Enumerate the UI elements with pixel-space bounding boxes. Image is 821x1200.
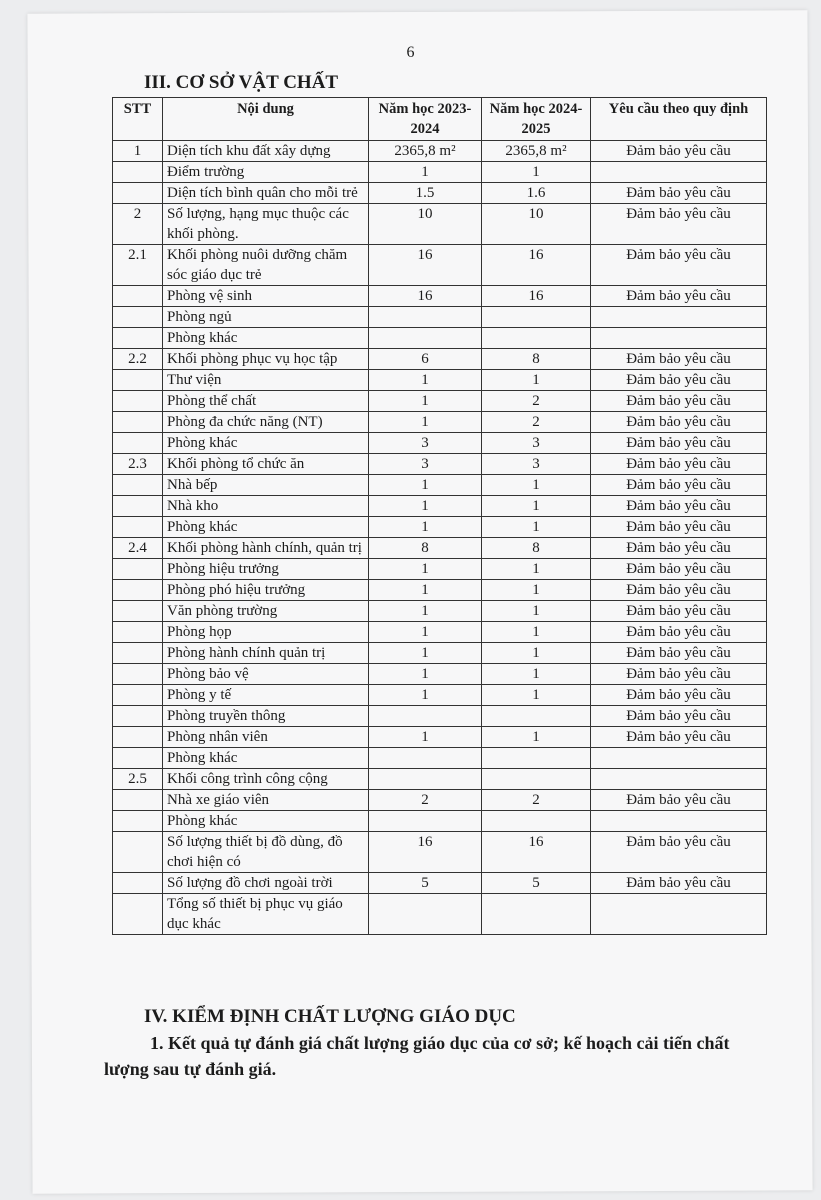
table-row [113, 204, 767, 245]
cell-year-2024-2025: 3 [482, 433, 591, 454]
cell-year-2023-2024 [369, 769, 482, 790]
cell-year-2024-2025: 1 [482, 517, 591, 538]
cell-stt [113, 601, 163, 622]
cell-requirement: Đảm bảo yêu cầu [591, 391, 767, 412]
cell-content: Phòng họp [163, 622, 369, 643]
table-row [113, 873, 767, 894]
table-row [113, 183, 767, 204]
cell-requirement: Đảm bảo yêu cầu [591, 286, 767, 307]
cell-content: Phòng truyền thông [163, 706, 369, 727]
table-row [113, 580, 767, 601]
cell-year-2023-2024: 1 [369, 580, 482, 601]
cell-content: Diện tích khu đất xây dựng [163, 141, 369, 162]
cell-stt [113, 643, 163, 664]
cell-stt [113, 475, 163, 496]
cell-content: Số lượng đồ chơi ngoài trời [163, 873, 369, 894]
cell-content: Phòng y tế [163, 685, 369, 706]
cell-requirement: Đảm bảo yêu cầu [591, 873, 767, 894]
header-content: Nội dung [163, 98, 369, 141]
cell-stt: 2.3 [113, 454, 163, 475]
cell-content: Khối phòng nuôi dưỡng chăm sóc giáo dục trẻ [163, 245, 369, 286]
cell-content: Phòng phó hiệu trưởng [163, 580, 369, 601]
cell-content: Phòng khác [163, 433, 369, 454]
cell-content: Phòng hiệu trưởng [163, 559, 369, 580]
cell-stt [113, 162, 163, 183]
table-row [113, 328, 767, 349]
cell-year-2023-2024: 1 [369, 601, 482, 622]
cell-requirement [591, 811, 767, 832]
cell-year-2023-2024: 1 [369, 496, 482, 517]
cell-requirement: Đảm bảo yêu cầu [591, 790, 767, 811]
cell-year-2024-2025: 1 [482, 643, 591, 664]
cell-year-2024-2025: 1 [482, 601, 591, 622]
cell-year-2023-2024: 1 [369, 643, 482, 664]
cell-year-2024-2025: 1 [482, 685, 591, 706]
cell-requirement [591, 328, 767, 349]
cell-stt [113, 307, 163, 328]
cell-year-2023-2024: 1 [369, 559, 482, 580]
cell-content: Phòng khác [163, 517, 369, 538]
cell-requirement: Đảm bảo yêu cầu [591, 245, 767, 286]
cell-content: Phòng đa chức năng (NT) [163, 412, 369, 433]
cell-year-2024-2025: 1 [482, 664, 591, 685]
cell-content: Tổng số thiết bị phục vụ giáo dục khác [163, 894, 369, 935]
cell-requirement: Đảm bảo yêu cầu [591, 538, 767, 559]
cell-content: Phòng bảo vệ [163, 664, 369, 685]
cell-requirement: Đảm bảo yêu cầu [591, 685, 767, 706]
table-row [113, 894, 767, 935]
table-row [113, 286, 767, 307]
cell-content: Số lượng thiết bị đồ dùng, đồ chơi hiện có [163, 832, 369, 873]
cell-year-2023-2024: 1 [369, 391, 482, 412]
cell-year-2023-2024: 1 [369, 370, 482, 391]
cell-year-2023-2024 [369, 811, 482, 832]
table-row [113, 475, 767, 496]
table-row [113, 454, 767, 475]
table-row [113, 706, 767, 727]
cell-year-2024-2025: 2 [482, 412, 591, 433]
cell-year-2023-2024 [369, 307, 482, 328]
cell-requirement: Đảm bảo yêu cầu [591, 454, 767, 475]
cell-year-2024-2025: 1 [482, 727, 591, 748]
cell-year-2024-2025 [482, 706, 591, 727]
cell-year-2024-2025: 2 [482, 790, 591, 811]
cell-requirement: Đảm bảo yêu cầu [591, 141, 767, 162]
cell-stt: 2.2 [113, 349, 163, 370]
cell-year-2023-2024: 1 [369, 475, 482, 496]
cell-requirement: Đảm bảo yêu cầu [591, 664, 767, 685]
cell-stt [113, 580, 163, 601]
cell-stt [113, 559, 163, 580]
cell-content: Khối công trình công cộng [163, 769, 369, 790]
cell-requirement: Đảm bảo yêu cầu [591, 475, 767, 496]
cell-year-2023-2024: 2365,8 m² [369, 141, 482, 162]
cell-year-2023-2024: 1 [369, 727, 482, 748]
cell-stt [113, 811, 163, 832]
cell-content: Phòng hành chính quản trị [163, 643, 369, 664]
cell-year-2023-2024: 1 [369, 622, 482, 643]
cell-content: Phòng vệ sinh [163, 286, 369, 307]
table-row [113, 685, 767, 706]
cell-year-2023-2024: 16 [369, 832, 482, 873]
cell-stt [113, 790, 163, 811]
cell-requirement: Đảm bảo yêu cầu [591, 349, 767, 370]
cell-year-2024-2025 [482, 748, 591, 769]
cell-stt: 2.1 [113, 245, 163, 286]
cell-year-2023-2024: 1 [369, 685, 482, 706]
header-requirement: Yêu cầu theo quy định [591, 98, 767, 141]
cell-requirement: Đảm bảo yêu cầu [591, 183, 767, 204]
cell-year-2023-2024: 6 [369, 349, 482, 370]
cell-requirement: Đảm bảo yêu cầu [591, 832, 767, 873]
cell-year-2024-2025: 1 [482, 496, 591, 517]
cell-content: Phòng nhân viên [163, 727, 369, 748]
cell-requirement [591, 307, 767, 328]
cell-year-2024-2025: 8 [482, 349, 591, 370]
cell-year-2023-2024: 5 [369, 873, 482, 894]
cell-content: Phòng ngủ [163, 307, 369, 328]
cell-requirement: Đảm bảo yêu cầu [591, 370, 767, 391]
cell-year-2024-2025: 1 [482, 622, 591, 643]
table-row [113, 412, 767, 433]
table-row [113, 141, 767, 162]
cell-year-2023-2024: 10 [369, 204, 482, 245]
cell-content: Điểm trường [163, 162, 369, 183]
section-title: III. CƠ SỞ VẬT CHẤT [144, 72, 339, 93]
cell-year-2024-2025: 1 [482, 370, 591, 391]
cell-requirement: Đảm bảo yêu cầu [591, 706, 767, 727]
table-row [113, 664, 767, 685]
cell-requirement: Đảm bảo yêu cầu [591, 433, 767, 454]
cell-year-2024-2025: 2 [482, 391, 591, 412]
cell-year-2024-2025: 16 [482, 832, 591, 873]
cell-stt [113, 664, 163, 685]
cell-content: Văn phòng trường [163, 601, 369, 622]
cell-stt [113, 496, 163, 517]
table-row [113, 391, 767, 412]
cell-year-2024-2025: 1 [482, 162, 591, 183]
table-row [113, 162, 767, 183]
table-row [113, 643, 767, 664]
table-row [113, 245, 767, 286]
cell-stt [113, 370, 163, 391]
cell-stt [113, 517, 163, 538]
table-row [113, 622, 767, 643]
cell-stt [113, 727, 163, 748]
cell-requirement [591, 894, 767, 935]
table-row [113, 307, 767, 328]
cell-year-2024-2025: 5 [482, 873, 591, 894]
cell-content: Số lượng, hạng mục thuộc các khối phòng. [163, 204, 369, 245]
cell-requirement: Đảm bảo yêu cầu [591, 643, 767, 664]
cell-stt [113, 873, 163, 894]
cell-year-2024-2025: 10 [482, 204, 591, 245]
cell-requirement: Đảm bảo yêu cầu [591, 580, 767, 601]
table-row [113, 370, 767, 391]
table-row [113, 517, 767, 538]
cell-content: Khối phòng tổ chức ăn [163, 454, 369, 475]
cell-content: Phòng khác [163, 328, 369, 349]
cell-requirement: Đảm bảo yêu cầu [591, 204, 767, 245]
cell-year-2024-2025 [482, 894, 591, 935]
cell-year-2023-2024 [369, 328, 482, 349]
table-body [113, 141, 767, 935]
table-row [113, 748, 767, 769]
cell-content: Nhà bếp [163, 475, 369, 496]
cell-stt [113, 748, 163, 769]
cell-year-2024-2025: 16 [482, 286, 591, 307]
cell-year-2023-2024: 1 [369, 162, 482, 183]
table-row [113, 496, 767, 517]
cell-year-2023-2024: 3 [369, 454, 482, 475]
cell-year-2024-2025: 1.6 [482, 183, 591, 204]
cell-requirement: Đảm bảo yêu cầu [591, 601, 767, 622]
table-row [113, 769, 767, 790]
cell-year-2023-2024: 1 [369, 517, 482, 538]
cell-year-2023-2024: 1 [369, 412, 482, 433]
cell-stt: 1 [113, 141, 163, 162]
cell-stt [113, 391, 163, 412]
cell-content: Nhà xe giáo viên [163, 790, 369, 811]
cell-stt: 2.4 [113, 538, 163, 559]
cell-year-2023-2024: 3 [369, 433, 482, 454]
cell-year-2024-2025: 16 [482, 245, 591, 286]
table-row [113, 349, 767, 370]
section-iv-title: IV. KIỂM ĐỊNH CHẤT LƯỢNG GIÁO DỤC [144, 1006, 516, 1027]
cell-stt [113, 412, 163, 433]
cell-requirement: Đảm bảo yêu cầu [591, 727, 767, 748]
table-row [113, 727, 767, 748]
cell-requirement [591, 769, 767, 790]
cell-year-2024-2025 [482, 328, 591, 349]
cell-requirement: Đảm bảo yêu cầu [591, 559, 767, 580]
table-row [113, 811, 767, 832]
table-row [113, 559, 767, 580]
cell-year-2023-2024: 8 [369, 538, 482, 559]
cell-content: Khối phòng phục vụ học tập [163, 349, 369, 370]
cell-year-2024-2025 [482, 769, 591, 790]
cell-content: Phòng khác [163, 748, 369, 769]
cell-content: Nhà kho [163, 496, 369, 517]
cell-year-2024-2025: 1 [482, 580, 591, 601]
cell-content: Phòng thể chất [163, 391, 369, 412]
paragraph-self-assessment: 1. Kết quả tự đánh giá chất lượng giáo dục của cơ sở; kế hoạch cải tiến chất lượng sau tự đánh giá. [104, 1033, 730, 1079]
cell-year-2024-2025: 1 [482, 475, 591, 496]
cell-requirement: Đảm bảo yêu cầu [591, 496, 767, 517]
cell-stt: 2 [113, 204, 163, 245]
cell-year-2024-2025: 2365,8 m² [482, 141, 591, 162]
cell-year-2024-2025: 3 [482, 454, 591, 475]
cell-year-2023-2024: 16 [369, 286, 482, 307]
cell-stt [113, 706, 163, 727]
table-row [113, 433, 767, 454]
cell-year-2023-2024 [369, 706, 482, 727]
cell-stt [113, 894, 163, 935]
table-header [113, 98, 767, 141]
cell-requirement: Đảm bảo yêu cầu [591, 622, 767, 643]
cell-stt [113, 622, 163, 643]
cell-year-2023-2024: 1 [369, 664, 482, 685]
cell-year-2023-2024: 16 [369, 245, 482, 286]
header-year-2024-2025: Năm học 2024-2025 [482, 98, 591, 141]
cell-stt [113, 685, 163, 706]
page-number: 6 [406, 44, 415, 61]
cell-stt: 2.5 [113, 769, 163, 790]
cell-year-2024-2025: 1 [482, 559, 591, 580]
cell-stt [113, 832, 163, 873]
cell-content: Phòng khác [163, 811, 369, 832]
cell-year-2024-2025: 8 [482, 538, 591, 559]
cell-requirement [591, 748, 767, 769]
table-row [113, 832, 767, 873]
cell-requirement: Đảm bảo yêu cầu [591, 517, 767, 538]
cell-stt [113, 183, 163, 204]
header-stt: STT [113, 98, 163, 141]
table-row [113, 538, 767, 559]
table-row [113, 601, 767, 622]
cell-year-2023-2024: 1.5 [369, 183, 482, 204]
cell-year-2023-2024: 2 [369, 790, 482, 811]
cell-stt [113, 286, 163, 307]
table-row [113, 790, 767, 811]
cell-content: Khối phòng hành chính, quản trị [163, 538, 369, 559]
cell-stt [113, 433, 163, 454]
facilities-table [112, 97, 767, 935]
cell-requirement [591, 162, 767, 183]
cell-content: Diện tích bình quân cho mỗi trẻ [163, 183, 369, 204]
cell-year-2024-2025 [482, 811, 591, 832]
header-year-2023-2024: Năm học 2023-2024 [369, 98, 482, 141]
cell-year-2024-2025 [482, 307, 591, 328]
cell-year-2023-2024 [369, 748, 482, 769]
cell-content: Thư viện [163, 370, 369, 391]
cell-stt [113, 328, 163, 349]
cell-year-2023-2024 [369, 894, 482, 935]
cell-requirement: Đảm bảo yêu cầu [591, 412, 767, 433]
